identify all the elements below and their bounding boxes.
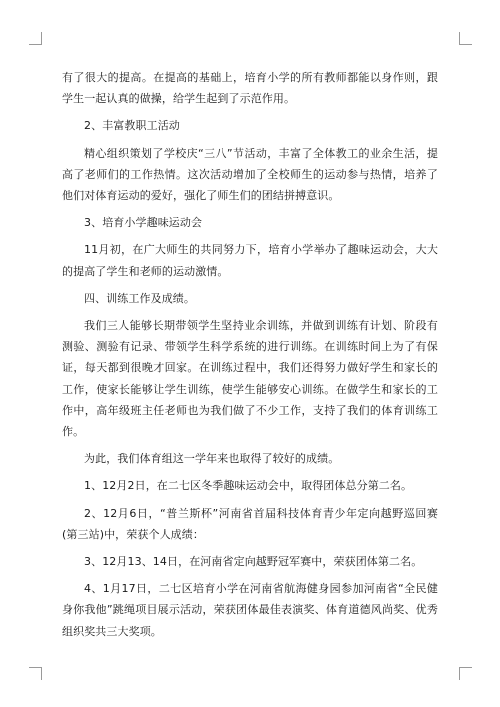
paragraph-training-work: 我们三人能够长期带领学生坚持业余训练，并做到训练有计划、阶段有测验、测验有记录、带领学生科学系统的进行训练。在训练时间上为了有保证，每天都到很晚才回家。在训练过程中，我们还得努力做好学生和家长的工作，使家长能够让学生训练，使学生能够安心训练。在做学生和家长的工作中，高年级班主任老师也为我们做了不少工作，支持了我们的体育训练工作。 bbox=[62, 319, 438, 439]
paragraph-results-intro: 为此，我们体育组这一学年来也取得了较好的成绩。 bbox=[84, 452, 340, 466]
heading-fun-sports-meet: 3、培育小学趣味运动会 bbox=[84, 216, 203, 230]
crop-mark-top-right bbox=[459, 32, 472, 45]
list-item-result-2: 2、12月6日，“普兰斯杯”河南省首届科技体育青少年定向越野巡回赛(第三站)中，荣获个人成绩： bbox=[62, 506, 438, 541]
crop-mark-top-left bbox=[29, 32, 42, 45]
crop-mark-bottom-left bbox=[29, 667, 42, 680]
paragraph-continuation: 有了很大的提高。在提高的基础上，培育小学的所有教师都能以身作则，跟学生一起认真的做操，给学生起到了示范作用。 bbox=[62, 71, 438, 106]
paragraph-fun-sports-meet: 11月初，在广大师生的共同努力下，培育小学举办了趣味运动会，大大的提高了学生和老师的运动激情。 bbox=[62, 243, 438, 278]
list-item-result-1: 1、12月2日，在二七区冬季趣味运动会中，取得团体总分第二名。 bbox=[84, 479, 413, 493]
heading-training-results: 四、训练工作及成绩。 bbox=[84, 291, 195, 305]
list-item-result-3: 3、12月13、14日，在河南省定向越野冠军赛中，荣获团体第二名。 bbox=[84, 555, 423, 569]
list-item-result-4: 4、1月17日，二七区培育小学在河南省航海健身园参加河南省“全民健身你我他”跳绳项目展示活动，荣获团体最佳表演奖、体育道德风尚奖、优秀组织奖共三大奖项。 bbox=[62, 582, 438, 638]
document-body bbox=[62, 67, 438, 648]
paragraph-march8-activity: 精心组织策划了学校庆“三八”节活动，丰富了全体教工的业余生活，提高了老师们的工作热情。这次活动增加了全校师生的运动参与热情，培养了他们对体育运动的爱好，强化了师生们的团结拼搏意识。 bbox=[62, 146, 438, 203]
crop-mark-bottom-right bbox=[459, 667, 472, 680]
heading-staff-activities: 2、丰富教职工活动 bbox=[84, 119, 180, 133]
